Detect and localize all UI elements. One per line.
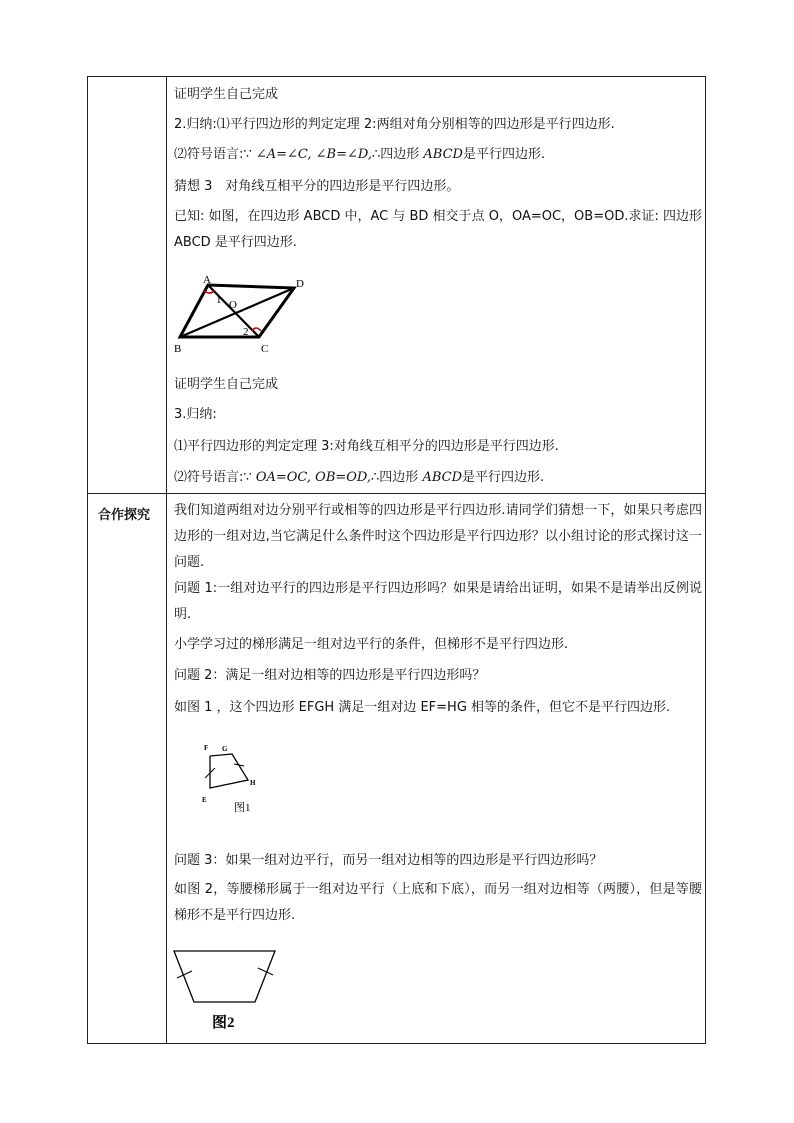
content-cell-inquiry xyxy=(168,494,705,1043)
figure-2-isosceles-trapezoid xyxy=(172,946,282,1038)
content-cell-proof xyxy=(168,77,705,493)
summary-3-title: 3.归纳: xyxy=(174,407,217,422)
figure-1-caption: 图1 xyxy=(234,802,251,814)
theorem-2-summary: 2.归纳:⑴平行四边形的判定定理 2:两组对角分别相等的四边形是平行四边形. xyxy=(174,117,615,132)
because-symbol: ∵ xyxy=(243,470,252,485)
vertex-label-e: E xyxy=(202,796,207,804)
theorem-3: ⑴平行四边形的判定定理 3:对角线互相平分的四边形是平行四边形. xyxy=(174,439,559,454)
table-row-cooperative-inquiry xyxy=(88,494,705,1043)
symbolic-suffix: 是平行四边形. xyxy=(462,470,545,485)
quadrilateral-efgh xyxy=(210,754,248,788)
conjecture-3: 猜想 3 对角线互相平分的四边形是平行四边形。 xyxy=(174,179,460,194)
symbolic-language-3 xyxy=(174,470,544,486)
symbolic-prefix: ⑵符号语言: xyxy=(174,470,244,485)
vertex-label-a: A xyxy=(203,274,211,286)
segment-equalities: OA=OC, OB=OD, xyxy=(255,470,372,485)
quad-word: 四边形 xyxy=(379,470,419,485)
symbolic-prefix: ⑵符号语言: xyxy=(174,147,244,162)
table-row-proof xyxy=(88,77,705,494)
row-label-cell xyxy=(88,494,167,1043)
figure-2-caption: 图2 xyxy=(212,1015,235,1031)
proof-note-1: 证明学生自己完成 xyxy=(174,87,279,102)
vertex-label-c: C xyxy=(261,343,269,355)
therefore-symbol: ∴ xyxy=(371,470,380,485)
vertex-label-b: B xyxy=(174,343,182,355)
given-statement: 已知: 如图，在四边形 ABCD 中，AC 与 BD 相交于点 O，OA=OC，OB=OD.求证: 四边形 ABCD 是平行四边形. xyxy=(174,209,702,250)
vertex-label-g: G xyxy=(222,745,228,753)
figure-1-text: 如图 1 ，这个四边形 EFGH 满足一组对边 EF=HG 相等的条件，但它不是平行四边形. xyxy=(174,700,671,715)
lesson-table xyxy=(87,76,706,1044)
proof-note-2: 证明学生自己完成 xyxy=(174,377,279,392)
angle-label-2: 2 xyxy=(243,326,249,338)
diagonal-ac xyxy=(208,285,259,337)
center-label-o: O xyxy=(229,299,237,311)
quad-name: ABCD xyxy=(423,147,463,162)
quad-word: 四边形 xyxy=(380,147,420,162)
quad-name: ABCD xyxy=(422,470,463,485)
vertex-label-h: H xyxy=(250,779,256,787)
therefore-symbol: ∴ xyxy=(371,147,381,162)
vertex-label-d: D xyxy=(296,278,304,290)
question-3: 问题 3：如果一组对边平行，而另一组对边相等的四边形是平行四边形吗？ xyxy=(174,853,603,868)
answer-1: 小学学习过的梯形满足一组对边平行的条件，但梯形不是平行四边形. xyxy=(174,637,569,652)
figure-1-quadrilateral xyxy=(196,740,276,820)
angle-1-arc xyxy=(204,291,214,293)
question-2: 问题 2：满足一组对边相等的四边形是平行四边形吗？ xyxy=(174,668,486,683)
figure-2-text: 如图 2，等腰梯形属于一组对边平行（上底和下底），而另一组对边相等（两腰），但是等腰梯形不是平行四边形. xyxy=(174,882,702,923)
symbolic-language-2 xyxy=(174,147,545,163)
row-label-cooperative-inquiry: 合作探究 xyxy=(98,508,151,523)
isosceles-trapezoid xyxy=(174,951,275,1002)
symbolic-suffix: 是平行四边形. xyxy=(462,147,546,162)
inquiry-intro: 我们知道两组对边分别平行或相等的四边形是平行四边形.请同学们猜想一下，如果只考虑四边形的一组对边,当它满足什么条件时这个四边形是平行四边形？以小组讨论的形式探讨这一问题. xyxy=(174,503,702,570)
question-1: 问题 1:一组对边平行的四边形是平行四边形吗？如果是请给出证明，如果不是请举出反例说明. xyxy=(174,581,702,622)
vertex-label-f: F xyxy=(204,744,209,752)
angle-label-1: 1 xyxy=(216,294,222,306)
row-label-cell-empty xyxy=(88,77,167,493)
parallelogram-figure xyxy=(170,273,320,359)
because-symbol: ∵ xyxy=(243,147,252,162)
angle-equalities: ∠A=∠C, ∠B=∠D, xyxy=(255,147,372,162)
